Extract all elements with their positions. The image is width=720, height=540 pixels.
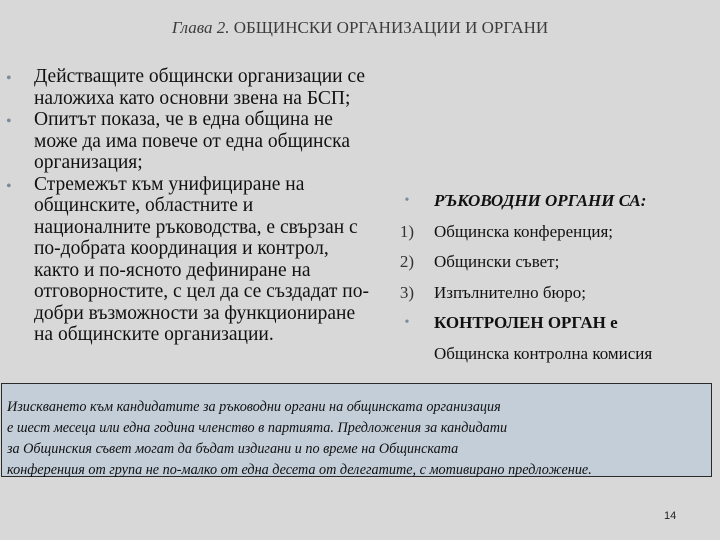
notice-line: конференция от група не по-малко от една десета от делегатите, с мотивирано предложение. <box>7 462 592 478</box>
list-item <box>390 278 715 309</box>
bullet-icon: • <box>404 193 410 208</box>
page-title <box>0 18 720 38</box>
chapter-title: ОБЩИНСКИ ОРГАНИЗАЦИИ И ОРГАНИ <box>233 18 549 37</box>
control-body <box>390 339 715 370</box>
chapter-prefix: Глава 2. <box>171 18 230 37</box>
bullet-text: Стремежът към унифициране на общинските, областните и националните ръководства, е свързан с по-добрата координация и контрол, както и по-ясното дефиниране на отговорностите, с цел да се създадат по-добри възможности за функциониране на общинските организации. <box>34 173 369 345</box>
governing-heading-text: РЪКОВОДНИ ОРГАНИ СА: <box>434 191 647 210</box>
bullet-text: Опитът показа, че в една община не може да има повече от една общинска организация; <box>34 109 350 173</box>
list-item <box>390 217 715 248</box>
bullet-icon: • <box>404 315 410 330</box>
bullet-list <box>2 66 374 384</box>
list-item <box>2 109 374 174</box>
list-item <box>2 66 374 109</box>
notice-line: е шест месеца или една година членство в партията. Предложения за кандидати <box>7 420 508 436</box>
bullet-icon: • <box>6 70 12 87</box>
requirements-notice <box>1 383 712 477</box>
item-text: Общинска конференция; <box>434 221 613 241</box>
control-heading-text: КОНТРОЛЕН ОРГАН е <box>434 313 618 332</box>
control-body-text: Общинска контролна комисия <box>434 343 653 363</box>
list-item <box>390 247 715 278</box>
list-item <box>2 174 374 346</box>
item-number: 1) <box>399 221 415 241</box>
governing-heading <box>390 186 715 217</box>
governing-bodies <box>390 186 715 369</box>
item-number: 2) <box>399 252 415 271</box>
page-number: 14 <box>664 510 677 522</box>
bullet-icon: • <box>6 177 12 195</box>
item-number: 3) <box>399 282 415 302</box>
bullet-icon: • <box>6 113 12 130</box>
bullet-text: Действащите общински организации се наложиха като основни звена на БСП; <box>34 66 366 109</box>
notice-line: Изискването към кандидатите за ръководни органи на общинската организация <box>7 399 501 415</box>
notice-line: за Общинския съвет могат да бъдат издигани и по време на Общинската <box>7 441 459 457</box>
item-text: Общински съвет; <box>434 252 560 271</box>
control-heading <box>390 308 715 339</box>
item-text: Изпълнително бюро; <box>434 282 586 302</box>
